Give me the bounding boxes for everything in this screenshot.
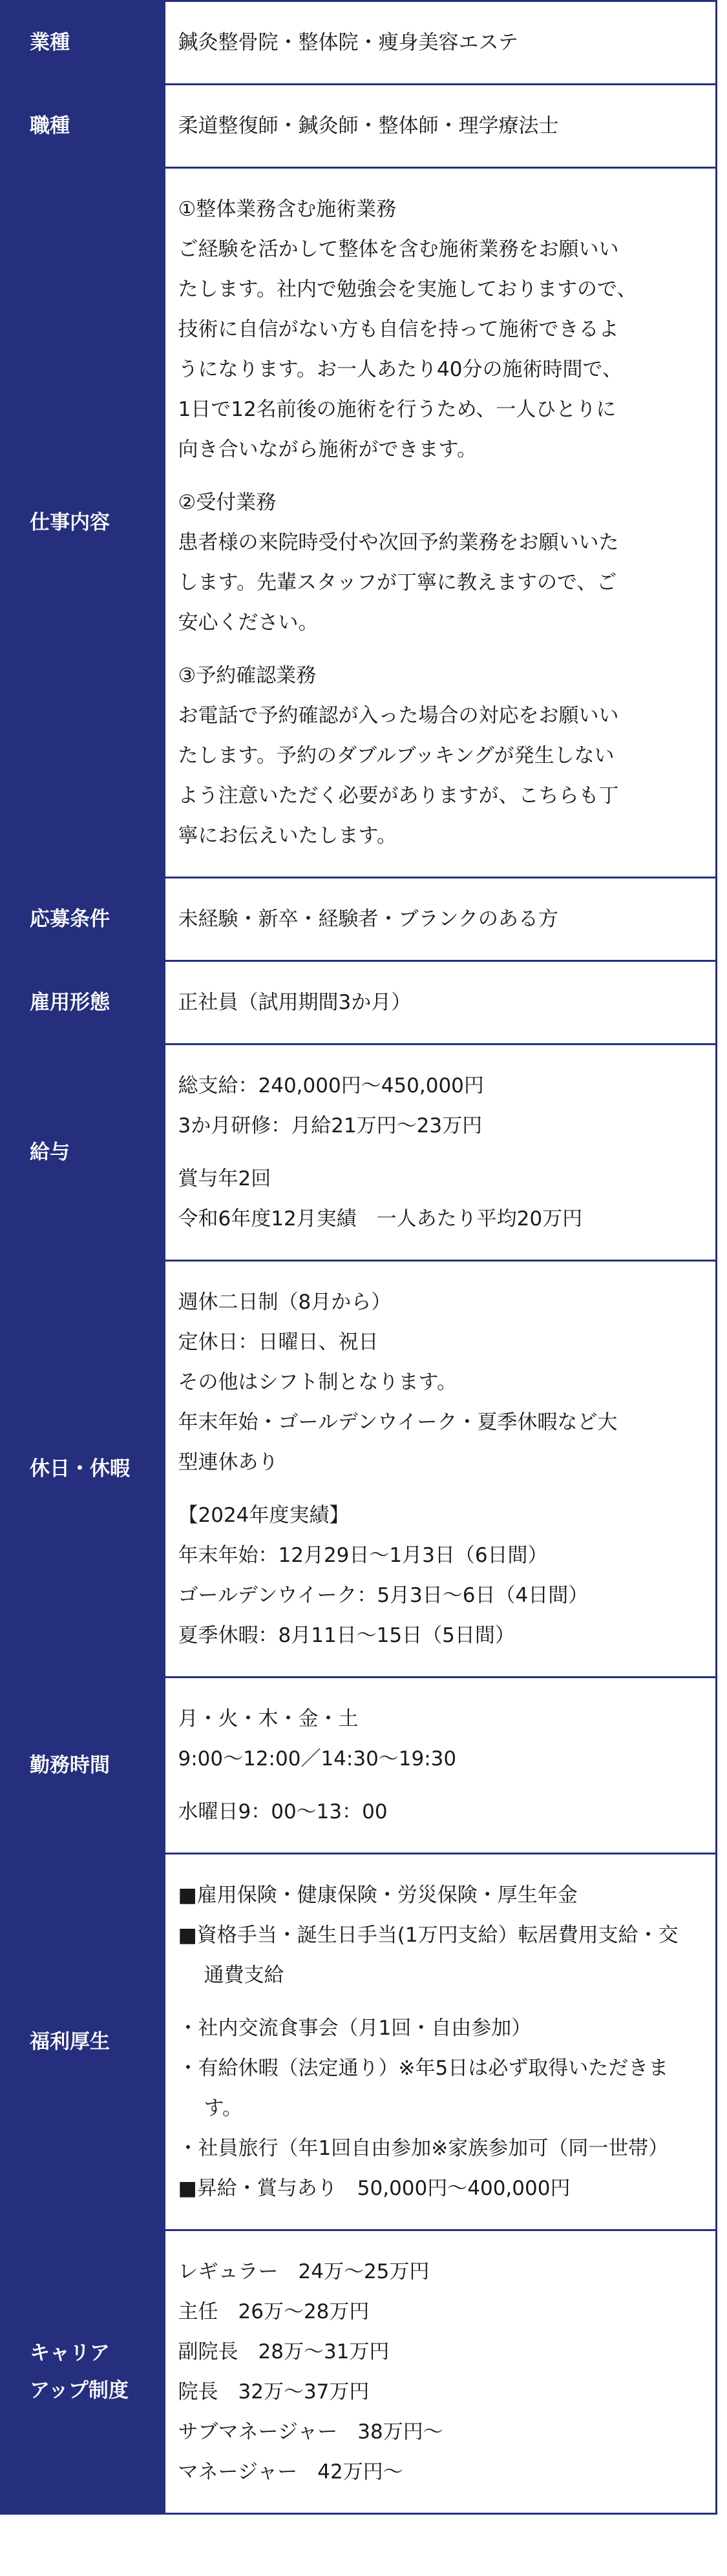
table-row xyxy=(0,1854,717,2230)
row-value xyxy=(164,961,717,1044)
value-line: 月・火・木・金・土 xyxy=(178,1707,359,1730)
value-line: サブマネージャー 38万円〜 xyxy=(178,2420,443,2444)
value-line: ①整体業務含む施術業務 xyxy=(178,198,397,221)
value-line: 定休日：日曜日、祝日 xyxy=(178,1331,379,1354)
value-line: うになります。お一人あたり40分の施術時間で、 xyxy=(178,358,622,381)
job-details-table xyxy=(0,2,717,2515)
row-label-text: 仕事内容 xyxy=(30,511,110,534)
row-label-text: 応募条件 xyxy=(30,908,110,931)
row-value xyxy=(164,1678,717,1854)
value-line: たします。社内で勉強会を実施しておりますので、 xyxy=(178,278,637,301)
value-line: ・有給休暇（法定通り）※年5日は必ず取得いただきます。 xyxy=(178,2057,669,2120)
value-paragraph xyxy=(178,2008,697,2208)
row-label-text: 雇用形態 xyxy=(30,991,110,1014)
value-line: その他はシフト制となります。 xyxy=(178,1371,458,1394)
value-line: 3か月研修：月給21万円〜23万円 xyxy=(178,1114,483,1137)
value-paragraph xyxy=(178,1495,697,1656)
value-paragraph xyxy=(178,899,697,939)
row-label xyxy=(0,1261,164,1678)
row-label-text: 職種 xyxy=(30,114,70,138)
row-label xyxy=(0,878,164,961)
value-line: ・社員旅行（年1回自由参加※家族参加可（同一世帯） xyxy=(178,2137,669,2160)
table-row xyxy=(0,1261,717,1678)
value-line: ③予約確認業務 xyxy=(178,664,317,687)
table-row xyxy=(0,168,717,878)
row-value xyxy=(164,1044,717,1261)
value-line: 令和6年度12月実績 一人あたり平均20万円 xyxy=(178,1207,583,1231)
value-line: 正社員（試用期間3か月） xyxy=(178,991,412,1014)
value-line: たします。予約のダブルブッキングが発生しない xyxy=(178,744,615,767)
row-label xyxy=(0,85,164,168)
value-line: 週休二日制（8月から） xyxy=(178,1291,392,1314)
value-paragraph xyxy=(178,23,697,63)
value-line: ご経験を活かして整体を含む施術業務をお願いい xyxy=(178,238,619,261)
table-row xyxy=(0,85,717,168)
row-label-text: 給与 xyxy=(30,1141,70,1164)
table-row xyxy=(0,961,717,1044)
value-paragraph xyxy=(178,483,697,643)
row-label xyxy=(0,1044,164,1261)
row-label-text: 福利厚生 xyxy=(30,2030,110,2053)
value-line: します。先輩スタッフが丁寧に教えますので、ご xyxy=(178,571,617,594)
row-value xyxy=(164,168,717,878)
row-value xyxy=(164,1261,717,1678)
value-line: 未経験・新卒・経験者・ブランクのある方 xyxy=(178,908,558,931)
table-row xyxy=(0,1678,717,1854)
table-row xyxy=(0,878,717,961)
value-paragraph xyxy=(178,1699,697,1779)
value-paragraph xyxy=(178,189,697,470)
value-paragraph xyxy=(178,1875,697,1995)
row-label xyxy=(0,961,164,1044)
value-line: 鍼灸整骨院・整体院・痩身美容エステ xyxy=(178,31,518,54)
value-line: ■雇用保険・健康保険・労災保険・厚生年金 xyxy=(178,1884,578,1907)
row-value xyxy=(164,85,717,168)
value-line: レギュラー 24万〜25万円 xyxy=(178,2260,430,2283)
value-paragraph xyxy=(178,1282,697,1482)
value-line: 総支給：240,000円〜450,000円 xyxy=(178,1074,484,1097)
value-line: 柔道整復師・鍼灸師・整体師・理学療法士 xyxy=(178,114,559,138)
row-label-text: 勤務時間 xyxy=(30,1754,110,1777)
row-label xyxy=(0,2,164,85)
value-line: 年末年始・ゴールデンウイーク・夏季休暇など大 xyxy=(178,1411,618,1434)
value-line: ■昇給・賞与あり 50,000円〜400,000円 xyxy=(178,2177,571,2200)
value-line: 9:00〜12:00／14:30〜19:30 xyxy=(178,1747,457,1771)
row-label xyxy=(0,1854,164,2230)
value-line: 1日で12名前後の施術を行うため、一人ひとりに xyxy=(178,398,616,421)
row-value xyxy=(164,878,717,961)
row-value xyxy=(164,2230,717,2514)
value-paragraph xyxy=(178,1792,697,1832)
value-line: 院長 32万〜37万円 xyxy=(178,2380,370,2404)
job-details-rows xyxy=(0,2,717,2514)
value-paragraph xyxy=(178,106,697,146)
value-line: 主任 26万〜28万円 xyxy=(178,2300,370,2323)
value-line: 向き合いながら施術ができます。 xyxy=(178,438,478,461)
value-line: マネージャー 42万円〜 xyxy=(178,2460,403,2484)
value-line: 水曜日9：00〜13：00 xyxy=(178,1800,388,1823)
value-paragraph xyxy=(178,1159,697,1239)
value-line: お電話で予約確認が入った場合の対応をお願いい xyxy=(178,704,619,727)
value-paragraph xyxy=(178,656,697,856)
value-line: 安心ください。 xyxy=(178,611,319,634)
value-paragraph xyxy=(178,982,697,1023)
value-line: 寧にお伝えいたします。 xyxy=(178,824,397,847)
value-line: 型連休あり xyxy=(178,1451,279,1474)
row-label-text: キャリア xyxy=(30,2342,110,2365)
table-row xyxy=(0,2230,717,2514)
row-label xyxy=(0,168,164,878)
value-line: 【2024年度実績】 xyxy=(178,1504,350,1527)
row-value xyxy=(164,2,717,85)
table-row xyxy=(0,2,717,85)
table-row xyxy=(0,1044,717,1261)
value-line: 年末年始：12月29日〜1月3日（6日間） xyxy=(178,1544,548,1567)
row-label-text: 業種 xyxy=(30,31,70,54)
row-label xyxy=(0,2230,164,2514)
value-line: よう注意いただく必要がありますが、こちらも丁 xyxy=(178,784,619,807)
value-paragraph xyxy=(178,1066,697,1146)
value-line: ・社内交流食事会（月1回・自由参加） xyxy=(178,2017,532,2040)
row-label-text: アップ制度 xyxy=(30,2379,129,2402)
value-line: ゴールデンウイーク：5月3日〜6日（4日間） xyxy=(178,1584,589,1607)
value-line: 夏季休暇：8月11日〜15日（5日間） xyxy=(178,1624,515,1647)
value-line: 患者様の来院時受付や次回予約業務をお願いいた xyxy=(178,531,619,554)
row-label-text: 休日・休暇 xyxy=(30,1457,130,1480)
value-line: ②受付業務 xyxy=(178,491,277,514)
value-line: 技術に自信がない方も自信を持って施術できるよ xyxy=(178,318,619,341)
value-line: 賞与年2回 xyxy=(178,1167,271,1190)
value-line: ■資格手当・誕生日手当(1万円支給）転居費用支給・交通費支給 xyxy=(178,1924,679,1987)
value-line: 副院長 28万〜31万円 xyxy=(178,2340,390,2363)
value-paragraph xyxy=(178,2252,697,2492)
row-value xyxy=(164,1854,717,2230)
row-label xyxy=(0,1678,164,1854)
